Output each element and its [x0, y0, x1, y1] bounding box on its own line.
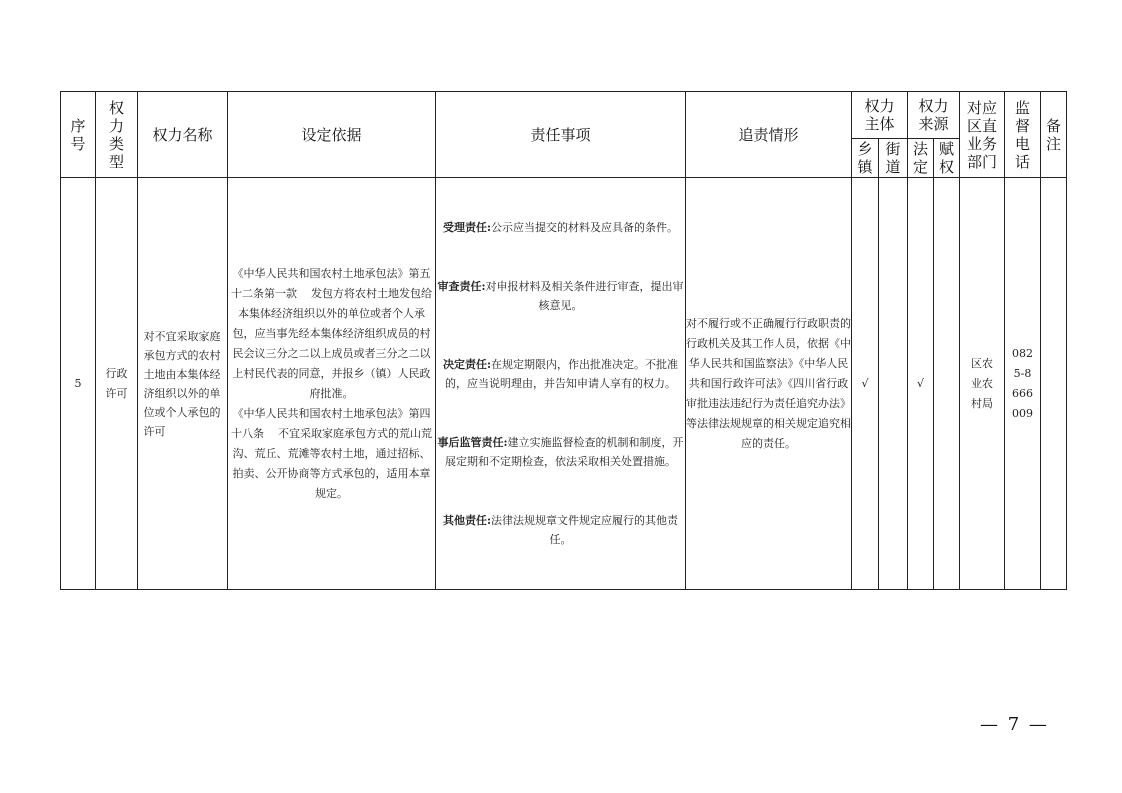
row-subject-street-check	[879, 178, 908, 590]
header-subject-street: 街道	[879, 139, 908, 178]
header-subject-town: 乡镇	[852, 139, 879, 178]
power-list-table	[60, 91, 1067, 590]
row-power-type: 行政许可	[96, 178, 138, 590]
page-number: — 7 —	[980, 714, 1049, 735]
header-source-legal: 法定	[908, 139, 934, 178]
row-phone: 0825-8666009	[1005, 178, 1041, 590]
row-source-legal-check: √	[908, 178, 934, 590]
row-seq: 5	[61, 178, 96, 590]
header-responsibilities: 责任事项	[436, 92, 686, 178]
row-basis: 《中华人民共和国农村土地承包法》第五十二条第一款 发包方将农村土地发包给本集体经济组织以外的单位或者个人承包，应当事先经本集体经济组织成员的村民会议三分之二以上成员或者三分之二以上村民代表的同意，并报乡（镇）人民政府批准。 《中华人民共和国农村土地承包法》第四十八条 不宜采取家庭承包方式的荒山荒沟、荒丘、荒滩等农村土地，通过招标、拍卖、公开协商等方式承包的，适用本章规定。	[228, 178, 436, 590]
responsibility-item: 其他责任:法律法规规章文件规定应履行的其他责任。	[442, 514, 679, 546]
header-basis: 设定依据	[228, 92, 436, 178]
header-accountability: 追责情形	[686, 92, 852, 178]
row-accountability: 对不履行或不正确履行行政职责的行政机关及其工作人员，依据《中华人民共和国监察法》《中华人民共和国行政许可法》《四川省行政审批违法违纪行为责任追究办法》等法律法规规章的相关规定追究相应的责任。	[686, 178, 852, 590]
responsibility-item: 审查责任:对申报材料及相关条件进行审查，提出审核意见。	[437, 280, 684, 312]
header-seq: 序号	[61, 92, 96, 178]
header-power-subject: 权力主体	[852, 92, 908, 139]
responsibility-item: 决定责任:在规定期限内，作出批准决定。不批准的，应当说明理由，并告知申请人享有的权力。	[442, 358, 679, 390]
row-department: 区农业农村局	[960, 178, 1005, 590]
responsibility-item: 事后监管责任:建立实施监督检查的机制和制度，开展定期和不定期检查，依法采取相关处置措施。	[437, 436, 684, 468]
row-subject-town-check: √	[852, 178, 879, 590]
header-source-granted: 赋权	[934, 139, 960, 178]
header-power-source: 权力来源	[908, 92, 960, 139]
row-source-granted-check	[934, 178, 960, 590]
header-row-1	[61, 92, 1067, 139]
header-remark: 备注	[1041, 92, 1067, 178]
header-phone: 监督电话	[1005, 92, 1041, 178]
table-row	[61, 178, 1067, 590]
header-department: 对应区直业务部门	[960, 92, 1005, 178]
header-power-name: 权力名称	[138, 92, 228, 178]
header-power-type: 权力类型	[96, 92, 138, 178]
row-responsibilities	[436, 178, 686, 590]
row-remark	[1041, 178, 1067, 590]
responsibility-item: 受理责任:公示应当提交的材料及应具备的条件。	[442, 221, 679, 234]
row-power-name: 对不宜采取家庭承包方式的农村土地由本集体经济组织以外的单位或个人承包的许可	[138, 178, 228, 590]
